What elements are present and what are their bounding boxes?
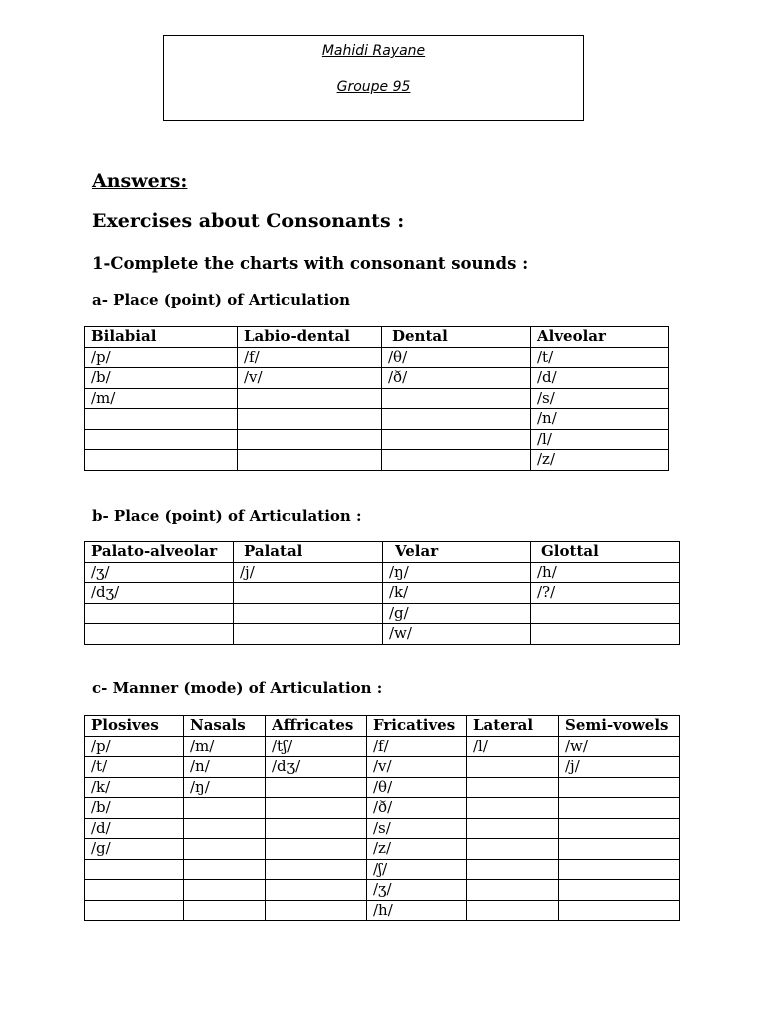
table-cell <box>85 900 184 921</box>
table-cell <box>382 388 531 409</box>
header-cell: Velar <box>383 542 531 563</box>
table-cell <box>559 839 680 860</box>
table-row <box>85 880 680 901</box>
table-cell <box>85 859 184 880</box>
table-row <box>85 583 680 604</box>
header-cell: Labio-dental <box>238 327 382 348</box>
table-cell: /h/ <box>367 900 467 921</box>
table-row <box>85 429 669 450</box>
table-cell <box>531 624 680 645</box>
header-cell: Palatal <box>234 542 383 563</box>
table-cell <box>467 859 559 880</box>
header-cell: Semi-vowels <box>559 716 680 737</box>
table-cell: /ð/ <box>367 798 467 819</box>
table-cell <box>85 409 238 430</box>
table-header-row <box>85 327 669 348</box>
header-cell: Nasals <box>184 716 266 737</box>
table-row <box>85 859 680 880</box>
table-cell <box>85 880 184 901</box>
table-row <box>85 757 680 778</box>
exercises-heading: Exercises about Consonants : <box>92 210 405 232</box>
table-cell: /t/ <box>531 347 669 368</box>
table-cell: /h/ <box>531 562 680 583</box>
table-cell: /f/ <box>238 347 382 368</box>
table-cell <box>467 880 559 901</box>
table-cell <box>266 777 367 798</box>
table-cell <box>559 880 680 901</box>
table-cell <box>266 880 367 901</box>
table-cell <box>234 603 383 624</box>
table-cell: /m/ <box>85 388 238 409</box>
table-cell: /w/ <box>383 624 531 645</box>
table-row <box>85 798 680 819</box>
table-cell <box>184 839 266 860</box>
header-cell: Bilabial <box>85 327 238 348</box>
table-cell <box>234 583 383 604</box>
table-cell <box>559 900 680 921</box>
table-cell <box>184 818 266 839</box>
table-cell <box>266 900 367 921</box>
table-cell: /tʃ/ <box>266 736 367 757</box>
table-row <box>85 388 669 409</box>
table-cell <box>184 859 266 880</box>
table-cell: /j/ <box>559 757 680 778</box>
table-cell: /p/ <box>85 736 184 757</box>
table-cell: /t/ <box>85 757 184 778</box>
table-cell <box>559 798 680 819</box>
table-cell <box>467 798 559 819</box>
table-row <box>85 777 680 798</box>
table-cell: /ð/ <box>382 368 531 389</box>
table-row <box>85 736 680 757</box>
table-cell <box>85 603 234 624</box>
table-cell: /dʒ/ <box>85 583 234 604</box>
table-cell <box>184 880 266 901</box>
table-cell: /ʒ/ <box>367 880 467 901</box>
table-b-title: b- Place (point) of Articulation : <box>92 507 362 525</box>
table-cell: /ŋ/ <box>184 777 266 798</box>
header-cell: Plosives <box>85 716 184 737</box>
table-cell: /z/ <box>367 839 467 860</box>
table-cell <box>559 859 680 880</box>
table-cell: /k/ <box>383 583 531 604</box>
table-cell: /p/ <box>85 347 238 368</box>
table-a-title: a- Place (point) of Articulation <box>92 291 351 309</box>
table-cell: /b/ <box>85 368 238 389</box>
table-cell <box>467 839 559 860</box>
table-cell: /b/ <box>85 798 184 819</box>
table-cell: /g/ <box>383 603 531 624</box>
table-row <box>85 562 680 583</box>
header-cell: Fricatives <box>367 716 467 737</box>
table-cell <box>85 429 238 450</box>
table-cell: /g/ <box>85 839 184 860</box>
table-row <box>85 818 680 839</box>
table-cell <box>559 818 680 839</box>
table-c-title: c- Manner (mode) of Articulation : <box>92 679 383 697</box>
table-cell <box>184 798 266 819</box>
table-cell: /n/ <box>531 409 669 430</box>
table-cell: /k/ <box>85 777 184 798</box>
table-cell <box>467 818 559 839</box>
place-articulation-table-a <box>84 326 669 471</box>
header-cell: Glottal <box>531 542 680 563</box>
table-cell: /?/ <box>531 583 680 604</box>
table-cell <box>238 409 382 430</box>
table-row <box>85 900 680 921</box>
table-cell <box>467 757 559 778</box>
table-row <box>85 368 669 389</box>
table-cell <box>85 450 238 471</box>
table-cell: /z/ <box>531 450 669 471</box>
student-group: Groupe 95 <box>336 79 411 95</box>
table-row <box>85 409 669 430</box>
table-cell: /ŋ/ <box>383 562 531 583</box>
table-cell <box>266 818 367 839</box>
table-row <box>85 603 680 624</box>
table-cell <box>266 859 367 880</box>
header-cell: Affricates <box>266 716 367 737</box>
table-cell <box>382 429 531 450</box>
table-cell: /ʒ/ <box>85 562 234 583</box>
header-cell: Dental <box>382 327 531 348</box>
task-heading: 1-Complete the charts with consonant sounds : <box>92 254 529 273</box>
table-cell <box>531 603 680 624</box>
table-cell <box>266 839 367 860</box>
table-cell: /l/ <box>467 736 559 757</box>
table-cell: /w/ <box>559 736 680 757</box>
table-row <box>85 839 680 860</box>
manner-articulation-table <box>84 715 680 921</box>
table-cell: /m/ <box>184 736 266 757</box>
table-cell: /l/ <box>531 429 669 450</box>
student-info-box <box>163 35 584 121</box>
table-cell: /d/ <box>85 818 184 839</box>
table-cell <box>467 777 559 798</box>
table-cell: /dʒ/ <box>266 757 367 778</box>
table-cell: /f/ <box>367 736 467 757</box>
answers-heading: Answers: <box>92 170 188 192</box>
table-cell: /n/ <box>184 757 266 778</box>
table-cell <box>467 900 559 921</box>
table-cell <box>238 429 382 450</box>
place-articulation-table-b <box>84 541 680 645</box>
table-header-row <box>85 542 680 563</box>
table-cell <box>85 624 234 645</box>
header-cell: Alveolar <box>531 327 669 348</box>
table-cell <box>382 409 531 430</box>
table-cell: /v/ <box>238 368 382 389</box>
table-cell: /ʃ/ <box>367 859 467 880</box>
table-cell <box>234 624 383 645</box>
table-cell: /d/ <box>531 368 669 389</box>
table-cell: /s/ <box>531 388 669 409</box>
table-cell: /s/ <box>367 818 467 839</box>
table-row <box>85 450 669 471</box>
table-cell: /θ/ <box>382 347 531 368</box>
table-cell <box>382 450 531 471</box>
table-cell <box>559 777 680 798</box>
table-row <box>85 624 680 645</box>
header-cell: Palato-alveolar <box>85 542 234 563</box>
table-cell <box>238 450 382 471</box>
table-cell: /θ/ <box>367 777 467 798</box>
table-cell <box>266 798 367 819</box>
table-cell <box>238 388 382 409</box>
table-row <box>85 347 669 368</box>
table-header-row <box>85 716 680 737</box>
table-cell: /v/ <box>367 757 467 778</box>
table-cell: /j/ <box>234 562 383 583</box>
student-name: Mahidi Rayane <box>321 43 426 59</box>
header-cell: Lateral <box>467 716 559 737</box>
table-cell <box>184 900 266 921</box>
